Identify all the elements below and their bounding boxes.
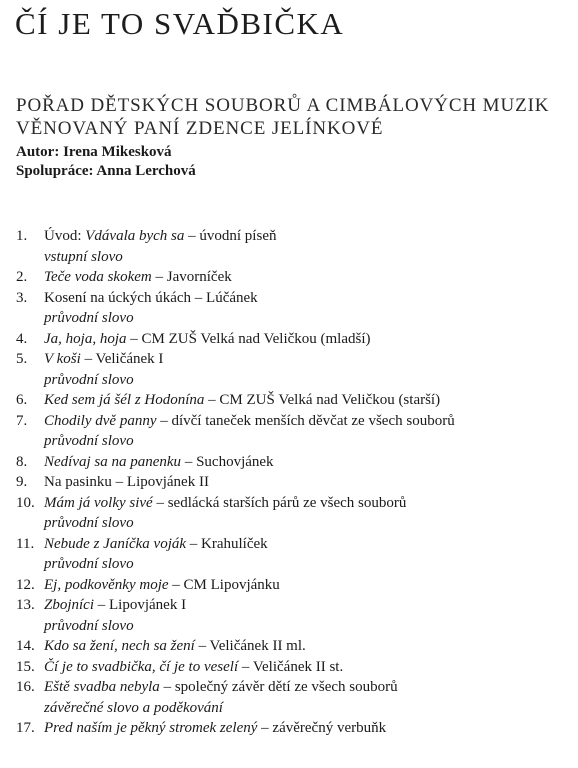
item-song-title: Ej, podkověnky moje bbox=[44, 576, 169, 593]
page-title: ČÍ JE TO SVAĎBIČKA bbox=[15, 6, 345, 41]
item-number: 9. bbox=[16, 474, 28, 490]
item-title-line bbox=[44, 534, 455, 555]
item-performer: – Lipovjánek I bbox=[94, 597, 187, 613]
program-item bbox=[16, 329, 455, 350]
program-item bbox=[16, 534, 455, 575]
item-song-title: Pred naším je pěkný stromek zelený bbox=[44, 720, 258, 736]
program-item bbox=[16, 267, 455, 288]
program-item bbox=[16, 636, 455, 657]
item-performer: – CM ZUŠ Velká nad Veličkou (starší) bbox=[204, 392, 441, 408]
item-performer: – CM Lipovjánku bbox=[168, 576, 280, 593]
program-item bbox=[16, 677, 455, 718]
item-note: průvodní slovo bbox=[44, 310, 134, 326]
item-title-line bbox=[44, 472, 455, 493]
program-item bbox=[16, 452, 455, 473]
item-performer: – Javorníček bbox=[151, 269, 232, 285]
subtitle bbox=[16, 94, 549, 140]
item-performer: – Veličánek I bbox=[80, 351, 164, 367]
item-number: 4. bbox=[16, 330, 28, 347]
item-song-title: Mám já volky sivé bbox=[44, 494, 153, 511]
item-note: vstupní slovo bbox=[44, 248, 123, 265]
program-item bbox=[16, 411, 455, 452]
item-number: 12. bbox=[16, 576, 35, 593]
item-song-title: Eště svadba nebyla bbox=[44, 679, 160, 695]
subtitle-line-2: VĚNOVANÝ PANÍ ZDENCE JELÍNKOVÉ bbox=[16, 118, 384, 139]
item-title-line bbox=[44, 718, 455, 739]
program-item bbox=[16, 349, 455, 390]
item-song-title: Chodily dvě panny bbox=[44, 412, 157, 429]
item-number: 13. bbox=[16, 597, 35, 613]
item-song-title: Čí je to svadbička, čí je to veselí bbox=[44, 658, 239, 675]
item-performer: – Krahulíček bbox=[186, 535, 268, 552]
item-title: Úvod: bbox=[44, 228, 86, 244]
item-performer: – Veličánek II ml. bbox=[194, 638, 306, 654]
item-song-title: Vdávala bych sa bbox=[85, 228, 185, 244]
item-performer: – Veličánek II st. bbox=[238, 658, 344, 675]
item-title-line bbox=[44, 390, 455, 411]
item-title-line bbox=[44, 349, 455, 370]
item-title-line bbox=[44, 657, 455, 678]
item-note: průvodní slovo bbox=[44, 617, 134, 634]
item-song-title: V koši bbox=[44, 351, 81, 367]
item-title-line bbox=[44, 288, 455, 309]
item-number: 1. bbox=[16, 228, 28, 244]
item-song-title: Ked sem já šél z Hodonína bbox=[44, 392, 205, 408]
item-note: průvodní slovo bbox=[44, 556, 134, 572]
item-note: průvodní slovo bbox=[44, 371, 134, 388]
item-title-line bbox=[44, 329, 455, 350]
item-note: závěrečné slovo a poděkování bbox=[44, 699, 223, 716]
item-title-line bbox=[44, 636, 455, 657]
item-number: 16. bbox=[16, 679, 35, 695]
item-performer: – dívčí taneček menších děvčat ze všech souborů bbox=[156, 412, 455, 429]
item-performer: – závěrečný verbuňk bbox=[257, 720, 387, 736]
program-item bbox=[16, 288, 455, 329]
subtitle-line-1: POŘAD DĚTSKÝCH SOUBORŮ A CIMBÁLOVÝCH MUZIK bbox=[16, 95, 550, 116]
item-song-title: Kdo sa žení, nech sa žení bbox=[44, 638, 195, 654]
program-item bbox=[16, 718, 455, 739]
item-song-title: Nebude z Janíčka voják bbox=[44, 535, 187, 552]
item-number: 5. bbox=[16, 351, 28, 367]
program-list bbox=[16, 226, 455, 739]
item-title-line bbox=[44, 267, 455, 288]
item-song-title: Ja, hoja, hoja bbox=[44, 330, 127, 347]
item-song-title: Teče voda skokem bbox=[44, 269, 152, 285]
item-title: Na pasinku bbox=[44, 474, 112, 490]
item-number: 8. bbox=[16, 453, 28, 470]
item-title-line bbox=[44, 411, 455, 432]
item-performer: – Lúčánek bbox=[191, 289, 258, 306]
program-item bbox=[16, 575, 455, 596]
item-performer: – úvodní píseň bbox=[184, 228, 277, 244]
item-number: 3. bbox=[16, 289, 28, 306]
program-item bbox=[16, 595, 455, 636]
item-number: 14. bbox=[16, 638, 35, 654]
collaboration-line: Spolupráce: Anna Lerchová bbox=[16, 163, 196, 179]
item-number: 17. bbox=[16, 720, 35, 736]
item-number: 11. bbox=[16, 535, 35, 552]
item-number: 15. bbox=[16, 658, 35, 675]
item-title-line bbox=[44, 226, 455, 247]
item-title-line bbox=[44, 575, 455, 596]
item-performer: – Lipovjánek II bbox=[111, 474, 209, 490]
item-performer: – CM ZUŠ Velká nad Veličkou (mladší) bbox=[126, 330, 371, 347]
item-note: průvodní slovo bbox=[44, 433, 134, 449]
program-item bbox=[16, 493, 455, 534]
item-note: průvodní slovo bbox=[44, 515, 134, 531]
credits bbox=[16, 143, 196, 181]
item-number: 6. bbox=[16, 392, 28, 408]
item-number: 7. bbox=[16, 412, 28, 429]
program-item bbox=[16, 226, 455, 267]
item-title-line bbox=[44, 595, 455, 616]
item-song-title: Nedívaj sa na panenku bbox=[44, 453, 182, 470]
item-number: 2. bbox=[16, 269, 28, 285]
item-title-line bbox=[44, 677, 455, 698]
author-line: Autor: Irena Mikesková bbox=[16, 144, 172, 160]
program-item bbox=[16, 390, 455, 411]
program-item bbox=[16, 657, 455, 678]
item-performer: – sedlácká starších párů ze všech souborů bbox=[152, 494, 407, 511]
item-number: 10. bbox=[16, 494, 35, 511]
item-title-line bbox=[44, 493, 455, 514]
item-song-title: Zbojníci bbox=[44, 597, 95, 613]
program-item bbox=[16, 472, 455, 493]
item-performer: – Suchovjánek bbox=[181, 453, 274, 470]
item-performer: – společný závěr dětí ze všech souborů bbox=[159, 679, 398, 695]
item-title: Kosení na úckých úkách bbox=[44, 289, 192, 306]
item-title-line bbox=[44, 452, 455, 473]
